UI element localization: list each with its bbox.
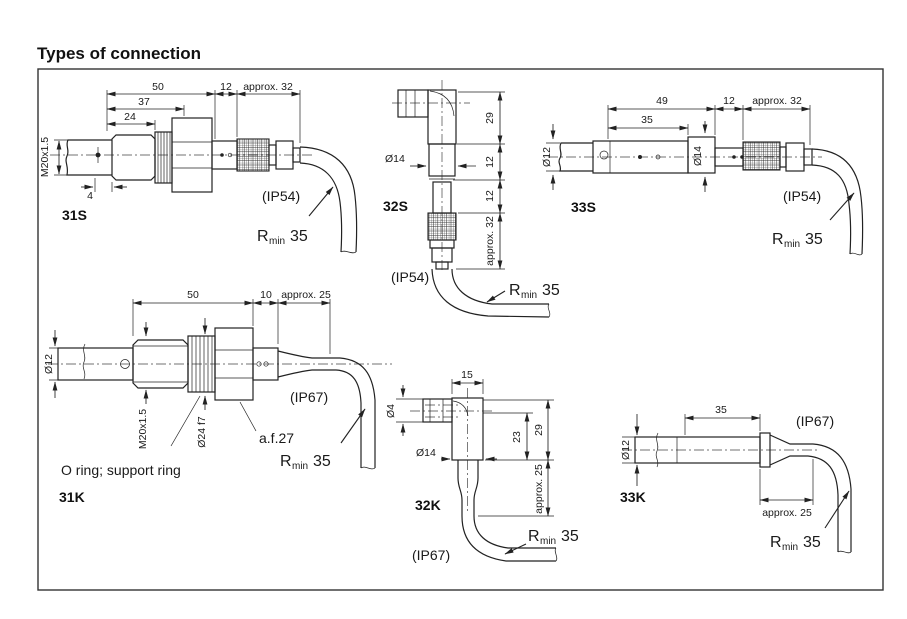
dia-14-label: Ø14: [692, 146, 704, 166]
dia-12-label: Ø12: [541, 147, 553, 167]
rmin-r: R: [257, 228, 269, 245]
dim-4-label: 4: [87, 190, 93, 202]
dim-12a-label: 12: [484, 156, 496, 168]
ip-rating: (IP67): [290, 389, 329, 405]
rmin-r: R: [280, 453, 292, 470]
dim-12b-label: 12: [484, 190, 496, 202]
dim-50-label: 50: [187, 289, 199, 301]
rmin-sub: min: [540, 536, 557, 547]
dim-37-label: 37: [138, 96, 150, 108]
rmin-sub: min: [269, 236, 286, 247]
dim-29-label: 29: [533, 424, 545, 436]
dim-approx32-label: approx. 32: [484, 216, 496, 266]
dim-12-label: 12: [723, 95, 735, 107]
dim-12-label: 12: [220, 81, 232, 93]
ip-rating: (IP67): [412, 547, 451, 563]
dim-49-label: 49: [656, 95, 668, 107]
figure-label-32k: 32K: [415, 497, 441, 513]
rmin-arrow: [487, 291, 505, 302]
dia-12-label: Ø12: [43, 354, 55, 374]
figure-33k: [620, 404, 851, 553]
figure-label-33s: 33S: [571, 199, 596, 215]
rmin-arrow: [505, 544, 526, 554]
dim-approx25-label: approx. 25: [762, 507, 812, 519]
dim-approx25-label: approx. 25: [533, 464, 545, 514]
dim-35-label: 35: [715, 404, 727, 416]
dia-14-label: Ø14: [416, 447, 436, 459]
dim-35-label: 35: [641, 114, 653, 126]
dim-50-label: 50: [152, 81, 164, 93]
figure-32s: [383, 80, 560, 317]
dimensions-33k: [620, 404, 813, 519]
page-title: Types of connection: [37, 44, 202, 63]
rmin-r: R: [772, 231, 784, 248]
dim-approx32-label: approx. 32: [243, 81, 293, 93]
rmin-arrow: [825, 491, 849, 528]
dimensions-32s: [385, 92, 505, 269]
figure-32k: [385, 369, 579, 563]
dia-4-label: Ø4: [385, 403, 397, 419]
rmin-r: R: [770, 534, 782, 551]
figure-31k: [43, 289, 392, 505]
dia-24-label: Ø24 f7: [196, 416, 208, 448]
rmin-value: 35: [803, 534, 821, 551]
rmin-r: R: [509, 282, 521, 299]
rmin-value: 35: [561, 528, 579, 545]
dim-approx32-label: approx. 32: [752, 95, 802, 107]
figure-label-33k: 33K: [620, 489, 646, 505]
dia-14-label: Ø14: [385, 153, 405, 165]
rmin-value: 35: [805, 231, 823, 248]
dia-12-label: Ø12: [620, 440, 632, 460]
figure-label-31s: 31S: [62, 207, 87, 223]
af27-label: a.f.27: [259, 430, 295, 446]
dimensions-32k: [385, 369, 554, 516]
rmin-value: 35: [290, 228, 308, 245]
dim-approx25-label: approx. 25: [281, 289, 331, 301]
dim-10-label: 10: [260, 289, 272, 301]
figure-label-31k: 31K: [59, 489, 85, 505]
rmin-r: R: [528, 528, 540, 545]
dim-23-label: 23: [511, 431, 523, 443]
drawing-31s-geometry: [66, 118, 357, 253]
figure-label-32s: 32S: [383, 198, 408, 214]
rmin-sub: min: [292, 461, 309, 472]
thread-label: M20x1.5: [39, 136, 51, 178]
rmin-arrow: [309, 187, 333, 216]
figure-31s: [39, 81, 357, 253]
dim-24-label: 24: [124, 111, 136, 123]
oring-note: O ring; support ring: [61, 462, 181, 478]
rmin-value: 35: [542, 282, 560, 299]
ip-rating: (IP54): [391, 269, 430, 285]
ip-rating: (IP54): [262, 188, 301, 204]
thread-label: M20x1.5: [137, 408, 149, 450]
dim-15-label: 15: [461, 369, 473, 381]
ip-rating: (IP67): [796, 413, 835, 429]
rmin-sub: min: [782, 542, 799, 553]
figure-33s: [541, 95, 863, 255]
dim-29-label: 29: [484, 112, 496, 124]
rmin-sub: min: [784, 239, 801, 250]
rmin-sub: min: [521, 290, 538, 301]
rmin-value: 35: [313, 453, 331, 470]
ip-rating: (IP54): [783, 188, 822, 204]
